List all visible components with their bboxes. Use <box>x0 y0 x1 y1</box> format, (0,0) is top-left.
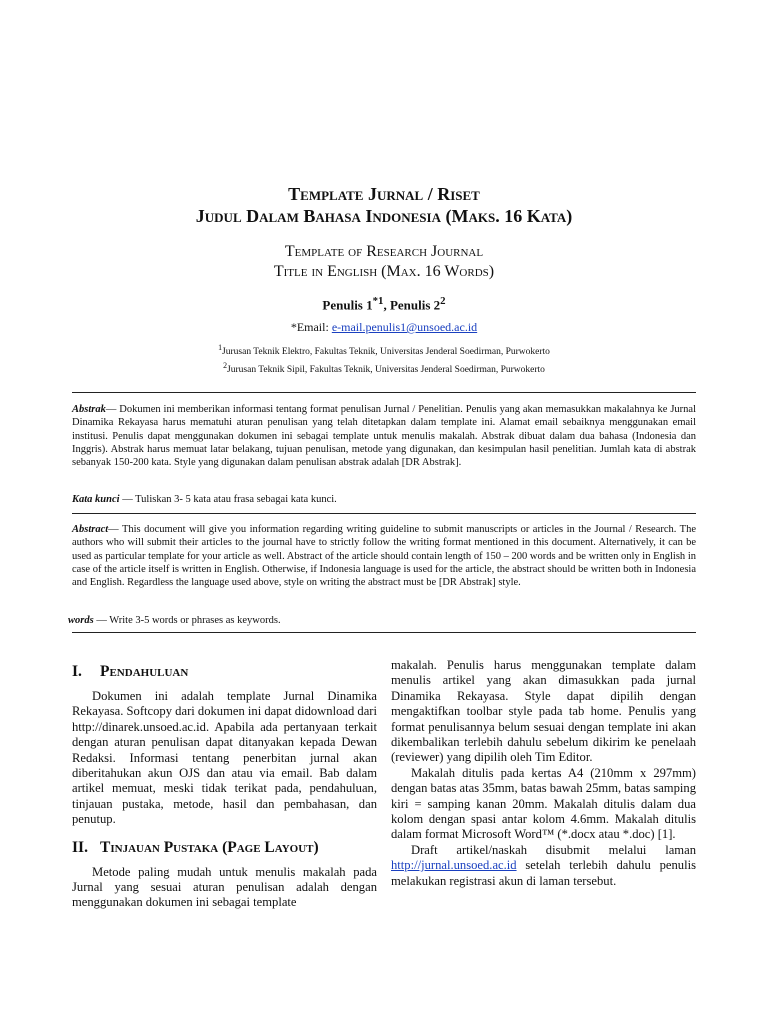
section-2-title: Tinjauan Pustaka (Page Layout) <box>100 838 319 856</box>
keywords-label: words <box>68 615 94 626</box>
affiliation-1-sup: 1 <box>218 343 223 352</box>
abstract-label: Abstract <box>72 524 109 535</box>
email-link[interactable]: e-mail.penulis1@unsoed.ac.id <box>331 320 478 334</box>
abstract-block <box>72 523 696 589</box>
affiliation-1 <box>0 341 768 359</box>
right-column <box>391 658 696 889</box>
left-column <box>72 658 377 911</box>
section-1-title: Pendahuluan <box>100 663 189 680</box>
divider-middle <box>72 513 696 514</box>
section-2-paragraph: Metode paling mudah untuk menulis makalah pada Jurnal yang sesuai aturan penulisan adalah dengan menggunakan dokumen ini sebagai template <box>72 864 377 910</box>
author-separator: , <box>383 297 390 313</box>
right-paragraph-3 <box>391 843 696 889</box>
divider-bottom <box>72 632 696 633</box>
section-1-paragraph: Dokumen ini adalah template Jurnal Dinamika Rekayasa. Softcopy dari dokumen ini dapat didownload dari http://dinarek.unsoed.ac.id. Apabila ada pertanyaan terkait dengan aturan penulisan dapat ditanyakan kepada Dewan Redaksi. Informasi tentang penerbitan jurnal akan diberitahukan akun OJS dan atau via email. Bab dalam artikel memuat, meski tidak terikat pada, pendahuluan, tinjauan pustaka, metode, hasil dan pembahasan, dan penutup. <box>72 689 377 827</box>
affiliation-2-sup: 2 <box>223 361 228 371</box>
affiliation-2 <box>0 359 768 377</box>
affiliation-1-text: Jurusan Teknik Elektro, Fakultas Teknik, Universitas Jenderal Soedirman, Purwokerto <box>222 347 550 358</box>
right-paragraph-3-after: setelah terlebih dahulu penulis melakukan registrasi akun di laman tersebut. <box>391 858 696 888</box>
affiliations <box>0 341 768 377</box>
author-1-sup: *1 <box>372 295 384 307</box>
keywords-text: Write 3-5 words or phrases as keywords. <box>109 615 281 626</box>
journal-link[interactable]: http://jurnal.unsoed.ac.id <box>391 858 517 873</box>
section-2-number: II. <box>72 838 88 856</box>
section-2-heading <box>72 838 377 857</box>
affiliation-2-text: Jurusan Teknik Sipil, Fakultas Teknik, Universitas Jenderal Soedirman, Purwokerto <box>227 365 545 376</box>
kata-kunci-text: Tuliskan 3- 5 kata atau frasa sebagai kata kunci. <box>135 494 337 505</box>
right-paragraph-1: makalah. Penulis harus menggunakan template dalam menulis artikel yang akan dimasukkan pada jurnal Dinamika Rekayasa. Style dapat dipilih dengan mengaktifkan toolbar style pada tab home. Penulis yang format penulisannya belum sesuai dengan template ini akan dikembalikan terlebih dahulu sebelum dikirim ke penelaah (reviewer) yang dipilih oleh Tim Editor. <box>391 658 696 765</box>
abstrak-block <box>72 403 696 469</box>
section-1-heading <box>72 662 377 681</box>
kata-kunci-label: Kata kunci <box>72 494 120 505</box>
right-paragraph-2: Makalah ditulis pada kertas A4 (210mm x 297mm) dengan batas atas 35mm, batas bawah 25mm, batas samping kiri = samping kanan 20mm. Makalah ditulis dalam dua kolom dengan spasi antar kolom 4.6mm. Makalah ditulis dalam format Microsoft Word™ (*.docx atau *.doc) [1]. <box>391 765 696 842</box>
keywords-line <box>68 614 281 627</box>
keywords-dash: — <box>93 615 110 626</box>
abstrak-text: Dokumen ini memberikan informasi tentang format penulisan Jurnal / Penelitian. Penulis yang akan memasukkan makalahnya ke Jurnal Dinamika Rekayasa harus mematuhi aturan penulisan yang telah ditetapkan dalam template ini. Alamat email sebaiknya menggunakan email institusi. Penulis dapat menggunakan dokumen ini sebagai template untuk menulis makalah. Abstrak dibuat dalam dua bahasa (Indonesia dan Inggris). Abstrak harus memuat latar belakang, tujuan penulisan, metode yang digunakan, dan kesimpulan hasil penelitian. Jumlah kata di abstrak sebanyak 150-200 kata. Style yang digunakan dalam penulisan abstrak adalah [DR Abstrak]. <box>72 404 696 469</box>
title-en-line2: Title in English (Max. 16 Words) <box>273 263 495 280</box>
abstrak-dash: — <box>105 404 120 415</box>
title-en-line1: Template of Research Journal <box>284 243 484 260</box>
title-id-line1: Template Jurnal / Riset <box>288 184 480 204</box>
abstract-dash: — <box>108 524 122 535</box>
kata-kunci-line <box>72 493 337 506</box>
abstract-text: This document will give you information regarding writing guideline to submit manuscripts or articles in the Journal / Research. The authors who will submit their articles to the journal have to strictly follow the writing format mentioned in this document. Alternatively, it can be used as particular template for your article as well. Abstract of the article should contain length of 150 – 200 words and be written only in English in case of the article itself is written in English. Otherwise, if Indonesia language is used for the article, the abstract should be written both in Indonesia and English. Regardless the language used above, style on writing the abstract must be [DR Abstrak] style. <box>72 524 697 589</box>
divider-top <box>72 392 696 393</box>
email-label: *Email: <box>290 320 332 334</box>
author-2: Penulis 2 <box>389 297 441 313</box>
section-1-number: I. <box>72 663 82 680</box>
author-1: Penulis 1 <box>322 297 373 313</box>
author-list <box>0 295 768 313</box>
kata-kunci-dash: — <box>119 494 136 505</box>
title-indonesian <box>0 183 768 227</box>
right-paragraph-3-before: Draft artikel/naskah disubmit melalui laman <box>411 842 696 857</box>
author-2-sup: 2 <box>440 295 446 307</box>
title-id-line2: Judul Dalam Bahasa Indonesia (Maks. 16 Kata) <box>195 206 573 226</box>
abstrak-label: Abstrak <box>72 404 106 415</box>
title-english <box>0 242 768 282</box>
email-line <box>0 320 768 335</box>
